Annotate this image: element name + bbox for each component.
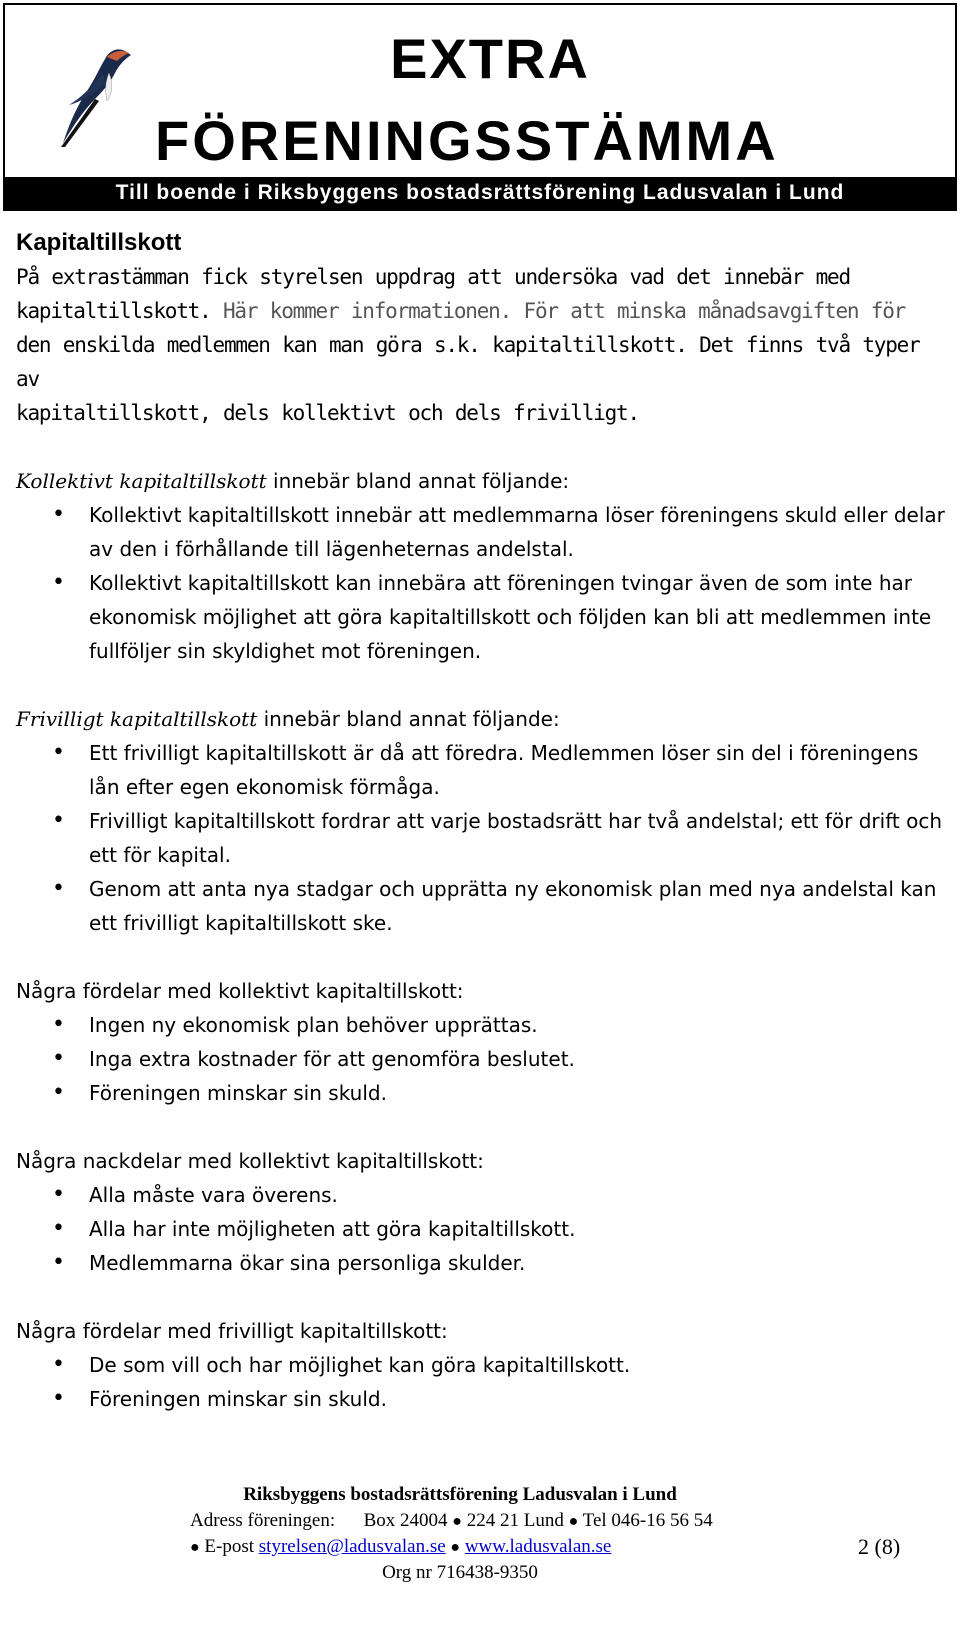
header-banner: Till boende i Riksbyggens bostadsrättsförening Ladusvalan i Lund: [5, 177, 955, 209]
list-item: • Kollektivt kapitaltillskott kan innebära att föreningen tvingar även de som inte har ekonomisk möjlighet att göra kapitaltillskott och följden kan bli att medlemmen inte fullföljer sin skyldighet mot föreningen.: [16, 566, 946, 668]
address-postal: 224 21 Lund: [466, 1510, 564, 1531]
section-lead: Några fördelar med frivilligt kapitaltillskott:: [16, 1319, 448, 1343]
intro-line: kapitaltillskott, dels kollektivt och dels frivilligt.: [16, 401, 639, 425]
list-item: • Föreningen minskar sin skuld.: [16, 1382, 946, 1416]
footer-org-number: Org nr 716438-9350: [382, 1562, 538, 1583]
section-lead: [16, 464, 946, 498]
footer-org-name: Riksbyggens bostadsrättsförening Ladusvalan i Lund: [243, 1484, 677, 1505]
document-body: [16, 226, 946, 1416]
list-item: • Ingen ny ekonomisk plan behöver upprättas.: [16, 1008, 946, 1042]
section-lead: Några fördelar med kollektivt kapitaltillskott:: [16, 979, 464, 1003]
list-item: • De som vill och har möjlighet kan göra kapitaltillskott.: [16, 1348, 946, 1382]
intro-line-part: Här kommer informationen. För att minska månadsavgiften för: [222, 299, 906, 323]
title-line-2: FÖRENINGSSTÄMMA: [155, 109, 779, 172]
address-box: Box 24004: [363, 1510, 448, 1531]
email-link[interactable]: styrelsen@ladusvalan.se: [258, 1536, 446, 1557]
list-item: • Frivilligt kapitaltillskott fordrar att varje bostadsrätt har två andelstal; ett för drift och ett för kapital.: [16, 804, 946, 872]
page-number: 2 (8): [858, 1534, 901, 1559]
intro-line-part: kapitaltillskott.: [16, 299, 223, 323]
section-lead: Några nackdelar med kollektivt kapitaltillskott:: [16, 1149, 484, 1173]
section-lead-text: innebär bland annat följande:: [266, 469, 570, 493]
address-label: Adress föreningen:: [190, 1510, 336, 1531]
intro-line: [16, 294, 946, 328]
section-lead-text: innebär bland annat följande:: [257, 707, 560, 731]
bullet-separator-icon: ●: [450, 1539, 461, 1556]
email-label: E-post: [204, 1536, 255, 1557]
address-phone: Tel 046-16 56 54: [582, 1510, 713, 1531]
bullet-separator-icon: ●: [452, 1513, 462, 1530]
section-heading: Kapitaltillskott: [16, 229, 182, 256]
intro-line: den enskilda medlemmen kan man göra s.k. kapitaltillskott. Det finns två typer av: [16, 333, 920, 391]
bullet-list: [16, 1008, 946, 1110]
bullet-list: [16, 1348, 946, 1416]
section-kollektivt: [16, 464, 946, 668]
bullet-list: [16, 498, 946, 668]
section-fordelar-kollektivt: [16, 974, 946, 1110]
intro-line: På extrastämman fick styrelsen uppdrag att undersöka vad det innebär med: [16, 265, 850, 289]
list-item: • Ett frivilligt kapitaltillskott är då att föredra. Medlemmen löser sin del i föreningens lån efter egen ekonomisk förmåga.: [16, 736, 946, 804]
bullet-separator-icon: ●: [568, 1513, 579, 1530]
list-item: • Kollektivt kapitaltillskott innebär att medlemmarna löser föreningens skuld eller delar av den i förhållande till lägenheternas andelstal.: [16, 498, 946, 566]
section-fordelar-frivilligt: [16, 1314, 946, 1416]
footer-contact-line: [190, 1534, 611, 1561]
bullet-list: [16, 1178, 946, 1280]
list-item: • Medlemmarna ökar sina personliga skulder.: [16, 1246, 946, 1280]
section-frivilligt: [16, 702, 946, 940]
section-nackdelar-kollektivt: [16, 1144, 946, 1280]
list-item: • Inga extra kostnader för att genomföra beslutet.: [16, 1042, 946, 1076]
title-line-1: EXTRA: [390, 27, 590, 90]
website-link[interactable]: www.ladusvalan.se: [464, 1536, 612, 1557]
section-lead-italic: Kollektivt kapitaltillskott: [16, 469, 267, 493]
section-lead-italic: Frivilligt kapitaltillskott: [16, 707, 258, 731]
intro-paragraph: [16, 260, 946, 430]
bullet-list: [16, 736, 946, 940]
document-header: [3, 3, 957, 211]
bullet-separator-icon: ●: [190, 1539, 200, 1556]
section-lead: [16, 702, 946, 736]
list-item: • Genom att anta nya stadgar och upprätta ny ekonomisk plan med nya andelstal kan ett frivilligt kapitaltillskott ske.: [16, 872, 946, 940]
list-item: • Alla har inte möjligheten att göra kapitaltillskott.: [16, 1212, 946, 1246]
list-item: • Alla måste vara överens.: [16, 1178, 946, 1212]
footer-address-line: [190, 1508, 713, 1535]
list-item: • Föreningen minskar sin skuld.: [16, 1076, 946, 1110]
